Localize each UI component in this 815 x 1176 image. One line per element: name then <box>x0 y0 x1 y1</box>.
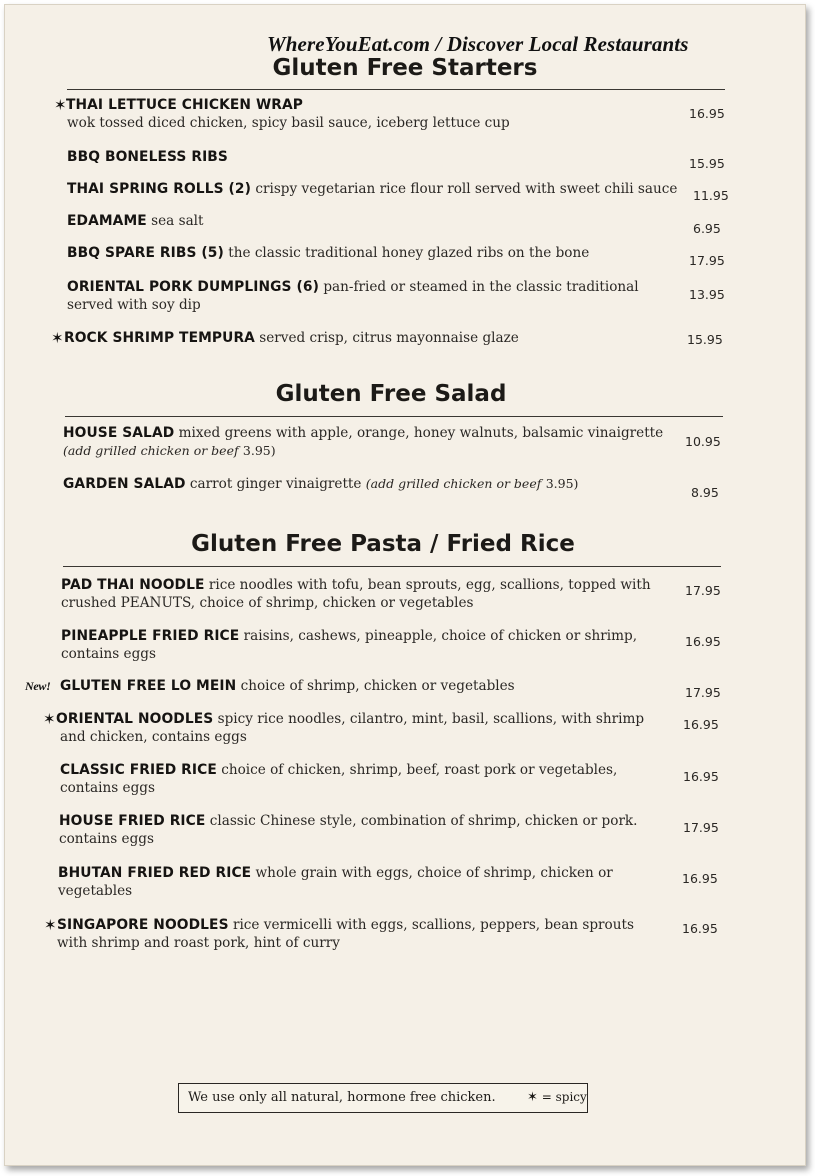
item-addon-price: 3.95) <box>242 443 276 458</box>
item-price: 17.95 <box>683 820 719 835</box>
item-description-cont: contains eggs <box>61 646 156 662</box>
menu-item <box>5 711 805 751</box>
item-price: 6.95 <box>693 221 721 236</box>
item-price: 17.95 <box>685 685 721 700</box>
section-title-salad: Gluten Free Salad <box>275 381 507 407</box>
item-name: GARDEN SALAD <box>63 476 186 492</box>
menu-item <box>5 762 805 802</box>
section-divider <box>65 416 723 417</box>
spicy-legend-text: = spicy <box>541 1090 587 1104</box>
item-description: classic Chinese style, combination of shrimp, chicken or pork. <box>209 813 638 829</box>
item-description: mixed greens with apple, orange, honey walnuts, balsamic vinaigrette <box>178 425 664 441</box>
item-name: PAD THAI NOODLE <box>61 577 205 593</box>
item-addon: (add grilled chicken or beef <box>63 443 239 458</box>
section-divider <box>63 566 721 567</box>
item-description-cont: and chicken, contains eggs <box>60 729 247 745</box>
item-name: CLASSIC FRIED RICE <box>60 762 217 778</box>
item-price: 16.95 <box>689 106 725 121</box>
item-addon-price: 3.95) <box>545 476 579 491</box>
menu-item <box>5 425 805 465</box>
menu-item <box>5 865 805 905</box>
spicy-icon: ✶ <box>44 916 57 934</box>
item-name: BBQ SPARE RIBS (5) <box>67 245 224 261</box>
item-description-cont: contains eggs <box>60 780 155 796</box>
menu-item <box>5 917 805 957</box>
spicy-icon: ✶ <box>527 1090 538 1105</box>
section-divider <box>67 89 725 90</box>
item-description: crispy vegetarian rice flour roll served with sweet chili sauce <box>255 181 678 197</box>
section-title-starters: Gluten Free Starters <box>272 55 538 81</box>
item-description: choice of shrimp, chicken or vegetables <box>240 678 515 694</box>
section-title-pasta: Gluten Free Pasta / Fried Rice <box>191 531 575 557</box>
item-price: 11.95 <box>693 188 729 203</box>
site-watermark: WhereYouEat.com / Discover Local Restaurants <box>267 32 689 56</box>
item-price: 15.95 <box>689 156 725 171</box>
item-price: 16.95 <box>683 717 719 732</box>
item-description-cont: contains eggs <box>59 831 154 847</box>
item-description: carrot ginger vinaigrette <box>189 476 362 492</box>
chicken-note: We use only all natural, hormone free chicken. <box>188 1090 496 1105</box>
spicy-icon: ✶ <box>54 96 67 114</box>
item-name: HOUSE FRIED RICE <box>59 813 206 829</box>
menu-item <box>5 279 805 319</box>
item-addon: (add grilled chicken or beef <box>365 476 542 491</box>
item-price: 16.95 <box>685 634 721 649</box>
spicy-icon: ✶ <box>43 710 56 728</box>
item-price: 16.95 <box>683 769 719 784</box>
menu-item <box>5 330 805 370</box>
new-badge: New! <box>25 679 51 693</box>
item-name: ORIENTAL PORK DUMPLINGS (6) <box>67 279 319 295</box>
item-price: 16.95 <box>682 921 718 936</box>
item-description: whole grain with eggs, choice of shrimp, chicken or <box>255 865 613 881</box>
menu-item <box>5 476 805 516</box>
spicy-icon: ✶ <box>51 329 64 347</box>
footer-note <box>178 1083 588 1113</box>
item-description: rice noodles with tofu, bean sprouts, egg, scallions, topped with <box>208 577 651 593</box>
item-price: 17.95 <box>689 253 725 268</box>
item-name: ORIENTAL NOODLES <box>56 711 214 727</box>
item-description: rice vermicelli with eggs, scallions, peppers, bean sprouts <box>232 917 634 933</box>
item-name: ROCK SHRIMP TEMPURA <box>64 330 255 346</box>
item-name: THAI LETTUCE CHICKEN WRAP <box>66 97 304 113</box>
menu-item <box>5 628 805 668</box>
item-price: 16.95 <box>682 871 718 886</box>
item-description: pan-fried or steamed in the classic traditional <box>323 279 639 295</box>
spicy-legend <box>527 1090 587 1105</box>
item-price: 17.95 <box>685 583 721 598</box>
item-description: sea salt <box>151 213 204 229</box>
item-description: wok tossed diced chicken, spicy basil sauce, iceberg lettuce cup <box>67 115 510 131</box>
item-description-cont: vegetables <box>58 883 133 899</box>
item-name: THAI SPRING ROLLS (2) <box>67 181 252 197</box>
menu-item <box>5 813 805 853</box>
item-name: PINEAPPLE FRIED RICE <box>61 628 240 644</box>
item-price: 8.95 <box>691 485 719 500</box>
item-price: 10.95 <box>685 434 721 449</box>
menu-page <box>4 4 806 1166</box>
item-description: choice of chicken, shrimp, beef, roast pork or vegetables, <box>221 762 618 778</box>
item-description: spicy rice noodles, cilantro, mint, basil, scallions, with shrimp <box>217 711 645 727</box>
menu-item <box>5 577 805 617</box>
menu-item <box>5 97 805 137</box>
item-name: BHUTAN FRIED RED RICE <box>58 865 252 881</box>
item-name: GLUTEN FREE LO MEIN <box>60 678 237 694</box>
item-price: 13.95 <box>689 287 725 302</box>
item-price: 15.95 <box>687 332 723 347</box>
item-description-cont: with shrimp and roast pork, hint of curry <box>57 935 340 951</box>
item-description: raisins, cashews, pineapple, choice of chicken or shrimp, <box>243 628 638 644</box>
item-description-cont: served with soy dip <box>67 297 201 313</box>
item-description: the classic traditional honey glazed ribs on the bone <box>228 245 590 261</box>
item-name: EDAMAME <box>67 213 147 229</box>
item-name: BBQ BONELESS RIBS <box>67 149 228 165</box>
item-name: SINGAPORE NOODLES <box>57 917 229 933</box>
item-description: served crisp, citrus mayonnaise glaze <box>259 330 519 346</box>
item-name: HOUSE SALAD <box>63 425 175 441</box>
item-description-cont: crushed PEANUTS, choice of shrimp, chicken or vegetables <box>61 595 474 611</box>
